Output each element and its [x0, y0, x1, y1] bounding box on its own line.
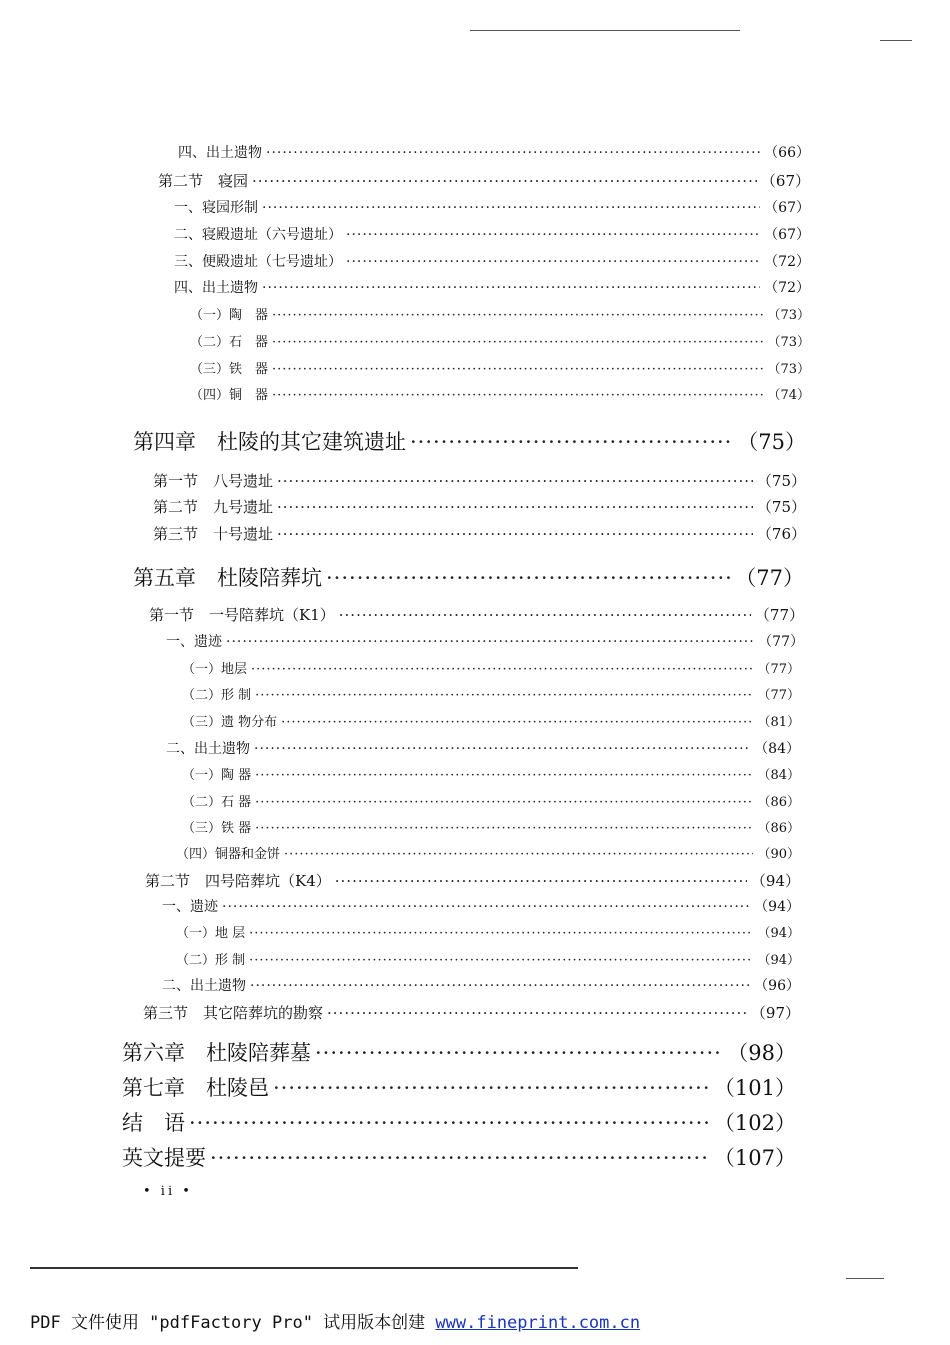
- toc-leader-dots: [272, 362, 763, 377]
- toc-leader-dots: [315, 1041, 723, 1065]
- toc-entry-page: （73）: [767, 335, 810, 350]
- toc-leader-dots: [277, 525, 753, 543]
- toc-entry-page: （73）: [767, 308, 810, 323]
- toc-entry: [133, 426, 806, 456]
- toc-entry: [190, 358, 810, 377]
- toc-entry-page: （84）: [757, 768, 800, 783]
- toc-entry: [178, 142, 810, 162]
- toc-entry-title: 第二节 九号遗址: [153, 498, 274, 516]
- toc-entry-page: （97）: [750, 1004, 800, 1022]
- toc-leader-dots: [210, 1146, 710, 1170]
- toc-leader-dots: [255, 768, 753, 783]
- toc-leader-dots: [273, 1076, 710, 1100]
- toc-leader-dots: [266, 145, 760, 161]
- toc-entry-title: （三）遗 物分布: [182, 715, 278, 730]
- toc-entry-title: 第六章 杜陵陪葬墓: [122, 1041, 311, 1065]
- toc-leader-dots: [335, 872, 747, 890]
- toc-entry-title: （二）石 器: [190, 335, 269, 350]
- toc-entry-page: （94）: [757, 926, 800, 941]
- toc-entry: [182, 764, 800, 783]
- toc-entry-page: （74）: [767, 388, 810, 403]
- toc-entry-page: （72）: [764, 254, 810, 270]
- toc-entry-title: 一、寝园形制: [174, 200, 258, 216]
- toc-entry-title: 二、出土遗物: [166, 741, 250, 757]
- toc-leader-dots: [346, 254, 760, 270]
- toc-entry-title: （一）地层: [182, 662, 248, 677]
- toc-entry-title: （三）铁 器: [182, 821, 252, 836]
- toc-entry-page: （86）: [757, 795, 800, 810]
- toc-leader-dots: [339, 606, 751, 624]
- toc-entry: [122, 1072, 796, 1102]
- toc-entry: [190, 331, 810, 350]
- toc-entry: [190, 384, 810, 403]
- toc-entry-page: （66）: [764, 145, 810, 161]
- toc-entry-title: 四、出土遗物: [178, 145, 262, 161]
- toc-entry: [143, 1002, 800, 1023]
- toc-entry-page: （101）: [713, 1076, 796, 1100]
- footer-link[interactable]: www.fineprint.com.cn: [435, 1313, 641, 1333]
- toc-leader-dots: [222, 899, 750, 915]
- toc-entry: [153, 523, 806, 544]
- page-number: • ii •: [143, 1184, 193, 1199]
- toc-entry: [122, 1142, 796, 1172]
- toc-leader-dots: [250, 978, 750, 994]
- toc-entry: [174, 251, 810, 271]
- toc-leader-dots: [277, 472, 753, 490]
- toc-entry-page: （77）: [757, 688, 800, 703]
- toc-leader-dots: [249, 926, 753, 941]
- toc-entry-title: 三、便殿遗址（七号遗址）: [174, 254, 342, 270]
- toc-entry-page: （94）: [750, 872, 800, 890]
- toc-entry-page: （67）: [764, 227, 810, 243]
- footer-text: PDF 文件使用 "pdfFactory Pro" 试用版本创建: [30, 1313, 436, 1333]
- toc-entry: [176, 843, 800, 862]
- toc-entry-title: 第七章 杜陵邑: [122, 1076, 269, 1100]
- toc-entry-page: （72）: [764, 280, 810, 296]
- toc-entry-title: 二、寝殿遗址（六号遗址）: [174, 227, 342, 243]
- toc-entry-page: （90）: [757, 847, 800, 862]
- toc-entry: [133, 562, 804, 592]
- toc-leader-dots: [272, 388, 763, 403]
- toc-entry-title: （二）石 器: [182, 795, 252, 810]
- toc-entry-title: （四）铜 器: [190, 388, 269, 403]
- toc-entry-title: （二）形 制: [182, 688, 252, 703]
- toc-entry: [174, 224, 810, 244]
- toc-entry: [174, 197, 810, 217]
- toc-entry: [176, 949, 800, 968]
- toc-entry: [190, 304, 810, 323]
- toc-entry: [153, 496, 806, 517]
- toc-entry-page: （67）: [760, 172, 810, 190]
- toc-leader-dots: [255, 795, 753, 810]
- toc-leader-dots: [251, 662, 753, 677]
- toc-leader-dots: [255, 688, 753, 703]
- toc-entry-title: 第四章 杜陵的其它建筑遗址: [133, 430, 406, 454]
- toc-entry: [166, 631, 804, 651]
- toc-leader-dots: [284, 847, 753, 862]
- toc-entry-title: （二）形 制: [176, 953, 246, 968]
- toc-leader-dots: [249, 953, 753, 968]
- toc-leader-dots: [326, 566, 731, 590]
- toc-entry-title: 第三节 其它陪葬坑的勘察: [143, 1004, 324, 1022]
- toc-leader-dots: [277, 498, 753, 516]
- toc-leader-dots: [226, 634, 754, 650]
- toc-entry-page: （76）: [756, 525, 806, 543]
- toc-entry-page: （84）: [754, 741, 800, 757]
- toc-entry-title: 二、出土遗物: [162, 978, 246, 994]
- toc-entry: [122, 1037, 796, 1067]
- toc-entry: [182, 817, 800, 836]
- toc-entry: [145, 870, 800, 891]
- toc-entry: [149, 604, 804, 625]
- toc-entry-title: 第二节 寝园: [158, 172, 249, 190]
- toc-entry-title: （四）铜器和金饼: [176, 847, 281, 862]
- toc-entry-page: （98）: [727, 1041, 796, 1065]
- toc-entry: [162, 896, 800, 916]
- toc-entry-page: （75）: [756, 498, 806, 516]
- toc-entry-page: （96）: [754, 978, 800, 994]
- toc-entry-title: 一、遗迹: [162, 899, 218, 915]
- toc-leader-dots: [327, 1004, 747, 1022]
- toc-entry-page: （77）: [735, 566, 804, 590]
- toc-entry-page: （77）: [757, 662, 800, 677]
- toc-entry-title: 第三节 十号遗址: [153, 525, 274, 543]
- toc-entry-page: （81）: [757, 715, 800, 730]
- toc-entry-title: 第一节 一号陪葬坑（K1）: [149, 606, 335, 624]
- toc-entry-title: 结 语: [122, 1111, 185, 1135]
- toc-entry: [176, 922, 800, 941]
- toc-entry-page: （94）: [757, 953, 800, 968]
- toc-entry-title: 四、出土遗物: [174, 280, 258, 296]
- toc-leader-dots: [346, 227, 760, 243]
- toc-entry: [166, 738, 800, 758]
- toc-entry-page: （75）: [756, 472, 806, 490]
- toc-leader-dots: [252, 172, 757, 190]
- toc-entry: [182, 658, 800, 677]
- toc-leader-dots: [189, 1111, 710, 1135]
- toc-entry: [122, 1107, 796, 1137]
- toc-entry-title: 第五章 杜陵陪葬坑: [133, 566, 322, 590]
- toc-entry-page: （75）: [737, 430, 806, 454]
- toc-entry: [158, 170, 810, 191]
- toc-entry: [182, 711, 800, 730]
- toc-entry: [182, 684, 800, 703]
- toc-entry: [174, 277, 810, 297]
- toc-entry-title: （一）陶 器: [190, 308, 269, 323]
- toc-leader-dots: [410, 430, 733, 454]
- toc-leader-dots: [262, 280, 760, 296]
- toc-leader-dots: [255, 821, 753, 836]
- toc-entry-title: 英文提要: [122, 1146, 206, 1170]
- toc-entry-page: （73）: [767, 362, 810, 377]
- toc-entry-page: （102）: [713, 1111, 796, 1135]
- toc-entry-title: （一）地 层: [176, 926, 246, 941]
- toc-leader-dots: [272, 308, 763, 323]
- toc-leader-dots: [254, 741, 750, 757]
- toc-entry-title: （三）铁 器: [190, 362, 269, 377]
- toc-entry-title: 第一节 八号遗址: [153, 472, 274, 490]
- toc-entry-page: （107）: [713, 1146, 796, 1170]
- toc-leader-dots: [262, 200, 760, 216]
- toc-entry-title: 第二节 四号陪葬坑（K4）: [145, 872, 331, 890]
- toc-entry-page: （77）: [754, 606, 804, 624]
- toc-entry-page: （77）: [758, 634, 804, 650]
- toc-entry-page: （67）: [764, 200, 810, 216]
- toc-entry: [162, 975, 800, 995]
- pdf-footer: [30, 1308, 640, 1333]
- toc-leader-dots: [281, 715, 753, 730]
- toc-entry: [153, 470, 806, 491]
- toc-entry-title: （一）陶 器: [182, 768, 252, 783]
- toc-entry-title: 一、遗迹: [166, 634, 222, 650]
- toc-leader-dots: [272, 335, 763, 350]
- toc-entry: [182, 791, 800, 810]
- toc-entry-page: （94）: [754, 899, 800, 915]
- toc-entry-page: （86）: [757, 821, 800, 836]
